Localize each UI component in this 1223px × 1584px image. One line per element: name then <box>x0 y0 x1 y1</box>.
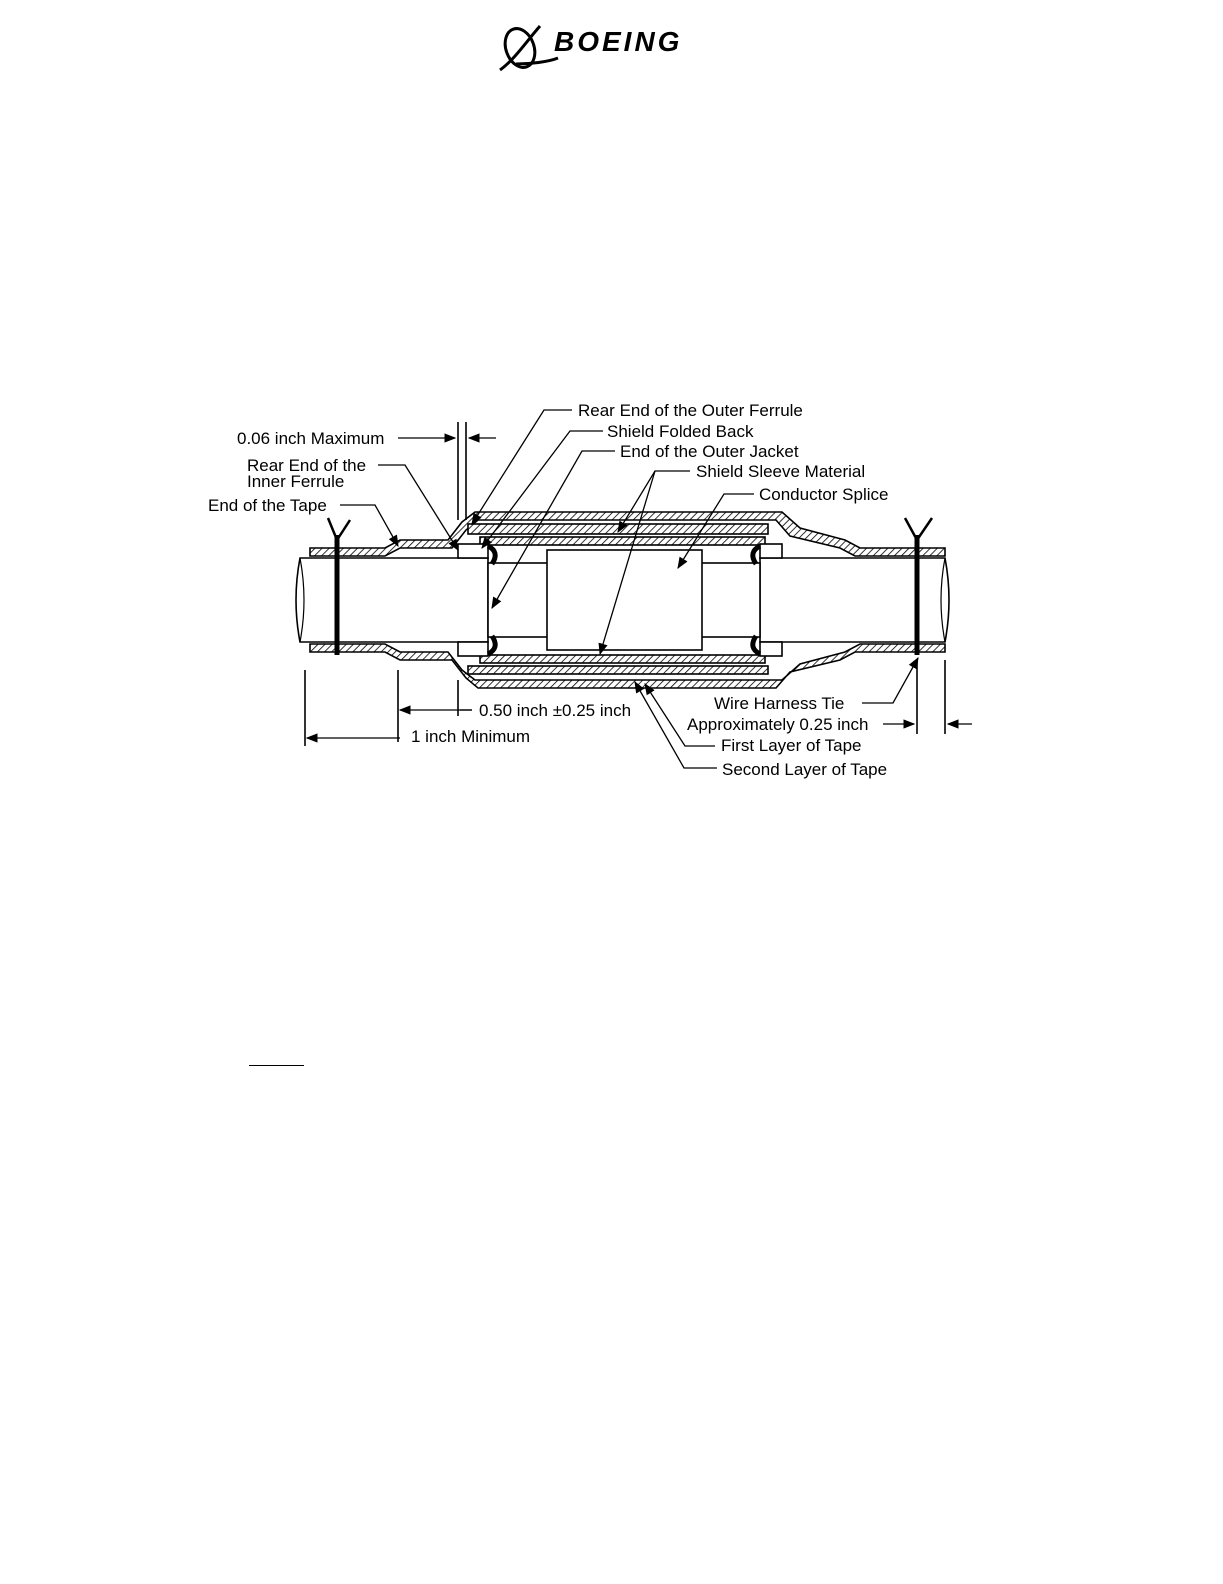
label-one-inch-minimum: 1 inch Minimum <box>411 727 531 746</box>
shield-sleeve-upper <box>468 524 768 534</box>
label-max-gap: 0.06 inch Maximum <box>237 429 385 448</box>
label-conductor-splice: Conductor Splice <box>759 485 889 504</box>
harness-tie-right-tail <box>905 518 932 540</box>
shield-fold-right-bottom <box>753 636 760 654</box>
inner-ferrule-left-bottom <box>458 642 488 656</box>
shield-fold-left-top <box>488 546 495 564</box>
right-cable <box>760 558 949 642</box>
label-first-layer: First Layer of Tape <box>721 736 862 755</box>
label-end-of-tape: End of the Tape <box>208 496 327 515</box>
footnote-rule <box>249 1065 304 1066</box>
shield-fold-right-top <box>753 546 760 564</box>
boeing-wordmark: BOEING <box>554 26 683 57</box>
label-approx-025: Approximately 0.25 inch <box>687 715 869 734</box>
label-rear-inner-ferrule-line1: Rear End of the <box>247 456 367 475</box>
label-wire-harness-tie: Wire Harness Tie <box>714 694 845 713</box>
conductor-splice <box>547 550 702 650</box>
label-second-layer: Second Layer of Tape <box>722 760 888 779</box>
label-end-outer-jacket: End of the Outer Jacket <box>620 442 799 461</box>
left-cable <box>296 558 488 642</box>
inner-ferrule-right-top <box>760 544 782 558</box>
harness-tie-left-tail <box>328 518 350 540</box>
label-overlap: 0.50 inch ±0.25 inch <box>479 701 632 720</box>
label-rear-outer-ferrule: Rear End of the Outer Ferrule <box>578 401 803 420</box>
inner-ferrule-right-bottom <box>760 642 782 656</box>
outer-jacket-upper <box>480 537 765 545</box>
shield-fold-left-bottom <box>488 636 495 654</box>
label-shield-folded-back: Shield Folded Back <box>607 422 754 441</box>
label-shield-sleeve: Shield Sleeve Material <box>696 462 866 481</box>
outer-jacket-lower <box>480 655 765 663</box>
shield-sleeve-lower <box>468 666 768 674</box>
label-rear-inner-ferrule-line2: Inner Ferrule <box>247 472 345 491</box>
